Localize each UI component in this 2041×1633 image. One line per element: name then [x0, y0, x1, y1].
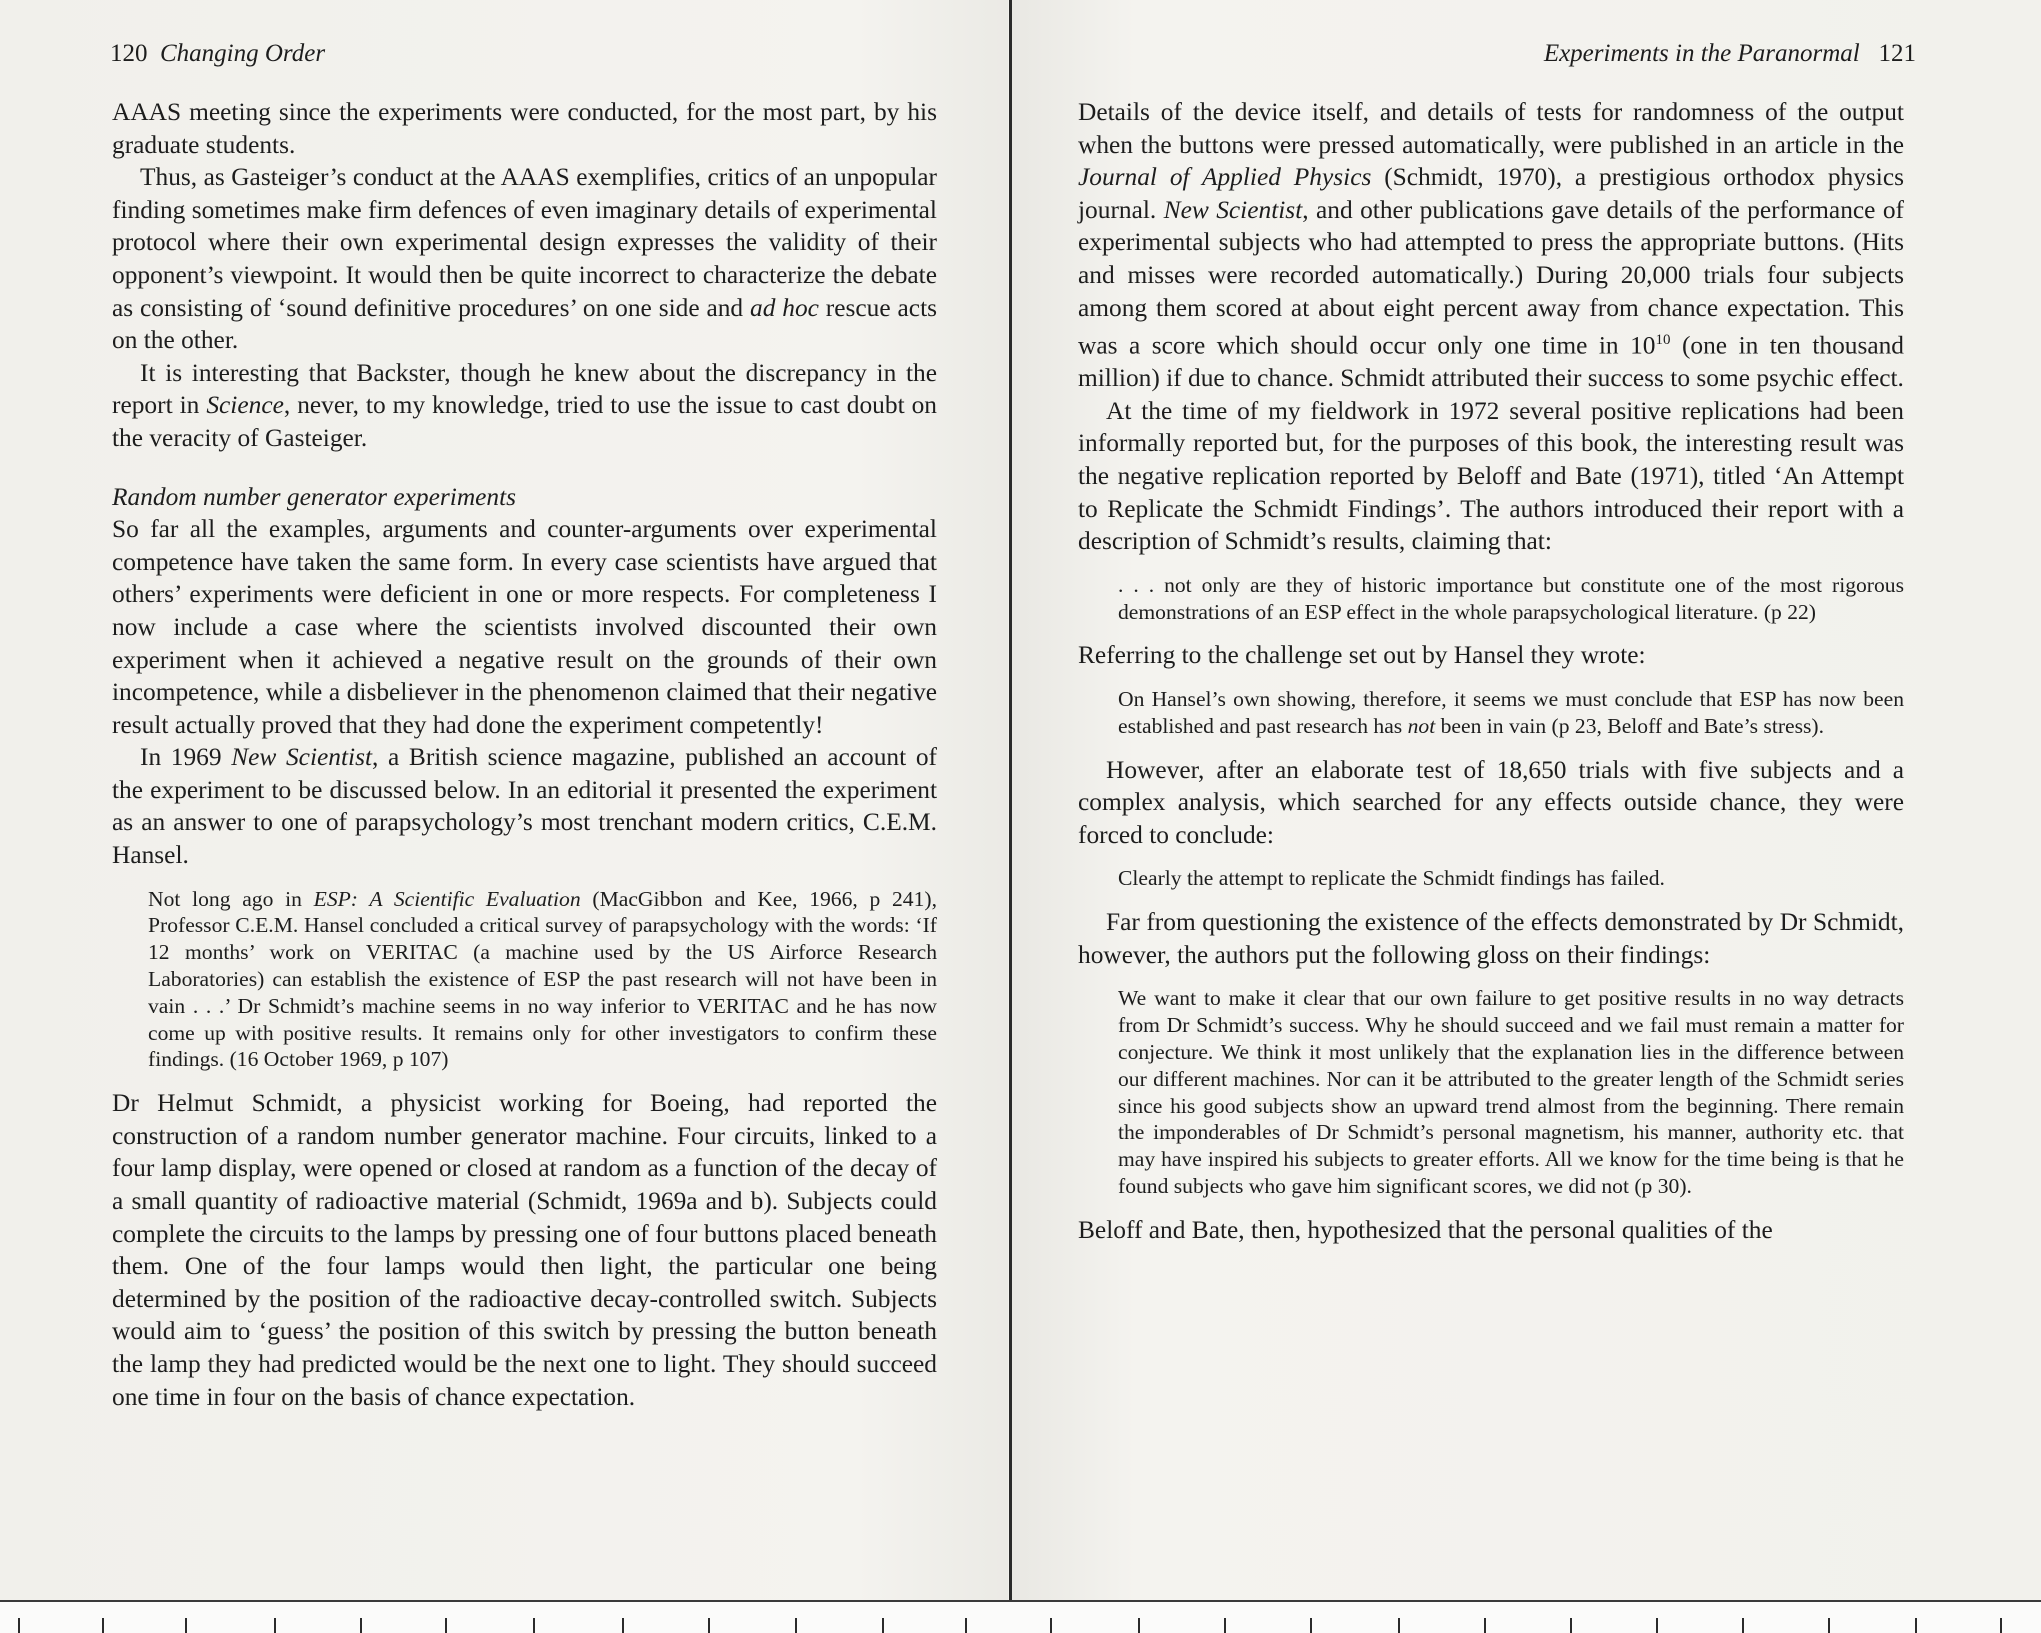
- paragraph: It is interesting that Backster, though he knew about the discrepancy in the report in Science, never, to my knowledge, tried to use the issue to cast doubt on the veracity of Gasteiger.: [112, 358, 937, 452]
- paragraph: At the time of my fieldwork in 1972 several positive replications had been informally reported but, for the purposes of this book, the interesting result was the negative replication reported by Beloff and Bate (1971), titled ‘An Attempt to Replicate the Schmidt Findings’. The authors introduced their report with a description of Schmidt’s results, claiming that:: [1078, 396, 1904, 556]
- paragraph: Beloff and Bate, then, hypothesized that the personal qualities of the: [1078, 1215, 1773, 1244]
- bottom-edge-strip: [0, 1600, 2041, 1633]
- left-running-title: Changing Order: [160, 40, 326, 67]
- paragraph: AAAS meeting since the experiments were conducted, for the most part, by his graduate students.: [112, 98, 937, 159]
- section-heading: Random number generator experiments: [112, 482, 517, 511]
- paragraph: Thus, as Gasteiger’s conduct at the AAAS exemplifies, critics of an unpopular finding sometimes make firm defences of even imaginary details of experimental protocol where their own experimental design expresses the validity of their opponent’s viewpoint. It would then be quite incorrect to characterize the debate as consisting of ‘sound definitive procedures’ on one side and ad hoc rescue acts on the other.: [112, 163, 938, 355]
- paragraph: Details of the device itself, and details of tests for randomness of the output when the buttons were pressed automatically, were published in an article in the Journal of Applied Physics (Schmidt, 1970), a prestigious orthodox physics journal. New Scientist, and other publications gave details of the performance of experimental subjects who had attempted to press the appropriate buttons. (Hits and misses were recorded automatically.) During 20,000 trials four subjects among them scored at about eight percent away from chance expectation. This was a score which should occur only one time in $10^{10}$ (one in ten thousand million) if due to chance. Schmidt attributed their success to some psychic effect.: [1078, 98, 1904, 393]
- block-quote: On Hansel’s own showing, therefore, it seems we must conclude that ESP has now been established and past research has not been in vain (p 23, Beloff and Bate’s stress).: [1118, 686, 1904, 738]
- left-body-text: [112, 96, 937, 1413]
- paragraph: However, after an elaborate test of 18,650 trials with five subjects and a complex analysis, which searched for any effects outside chance, they were forced to conclude:: [1078, 755, 1904, 849]
- right-page-number: 121: [1878, 40, 1916, 67]
- block-quote: Clearly the attempt to replicate the Schmidt findings has failed.: [1118, 866, 1665, 891]
- paragraph: Dr Helmut Schmidt, a physicist working for Boeing, had reported the construction of a random number generator machine. Four circuits, linked to a four lamp display, were opened or closed at random as a function of the decay of a small quantity of radioactive material (Schmidt, 1969a and b). Subjects could complete the circuits to the lamps by pressing one of four buttons placed beneath them. One of the four lamps would then light, the particular one being determined by the position of the radioactive decay-controlled switch. Subjects would aim to ‘guess’ the position of this switch by pressing the button beneath the lamp they had predicted would be the next one to light. They should succeed one time in four on the basis of chance expectation.: [112, 1089, 937, 1411]
- right-body-text: [1078, 96, 1904, 1246]
- block-quote: Not long ago in ESP: A Scientific Evaluation (MacGibbon and Kee, 1966, p 241), Professor C.E.M. Hansel concluded a critical survey of parapsychology with the words: ‘If 12 months’ work on VERITAC (a machine used by the US Airforce Research Laboratories) can establish the existence of ESP the past research will not have been in vain . . .’ Dr Schmidt’s machine seems in no way inferior to VERITAC and he has now come up with positive results. It remains only for other investigators to confirm these findings. (16 October 1969, p 107): [148, 886, 937, 1072]
- block-quote: We want to make it clear that our own failure to get positive results in no way detracts from Dr Schmidt’s success. Why he should succeed and we fail must remain a matter for conjecture. We think it most unlikely that the explanation lies in the difference between our different machines. Nor can it be attributed to the greater length of the Schmidt series since his good subjects show an upward trend almost from the beginning. There remain the imponderables of Dr Schmidt’s personal magnetism, his manner, authority etc. that may have inspired his subjects to greater efforts. All we know for the time being is that he found subjects who gave him significant scores, we did not (p 30).: [1118, 986, 1904, 1198]
- right-running-title: Experiments in the Paranormal: [1543, 40, 1860, 67]
- paragraph: In 1969 New Scientist, a British science magazine, published an account of the experiment to be discussed below. In an editorial it presented the experiment as an answer to one of parapsychology’s most trenchant modern critics, C.E.M. Hansel.: [112, 743, 937, 870]
- paragraph: Referring to the challenge set out by Hansel they wrote:: [1078, 641, 1646, 670]
- block-quote: . . . not only are they of historic importance but constitute one of the most rigorous demonstrations of an ESP effect in the whole parapsychological literature. (p 22): [1118, 572, 1904, 624]
- left-page-number: 120: [110, 40, 148, 67]
- paragraph: Far from questioning the existence of the effects demonstrated by Dr Schmidt, however, the authors put the following gloss on their findings:: [1078, 908, 1904, 969]
- paragraph: So far all the examples, arguments and counter-arguments over experimental competence have taken the same form. In every case scientists have argued that others’ experiments were deficient in one or more respects. For completeness I now include a case where the scientists involved discounted their own experiment when it achieved a negative result on the grounds of their own incompetence, while a disbeliever in the phenomenon claimed that their negative result actually proved that they had done the experiment competently!: [112, 515, 937, 739]
- right-running-head: [1544, 38, 1916, 70]
- left-running-head: [110, 38, 325, 70]
- left-page: [0, 0, 1008, 1600]
